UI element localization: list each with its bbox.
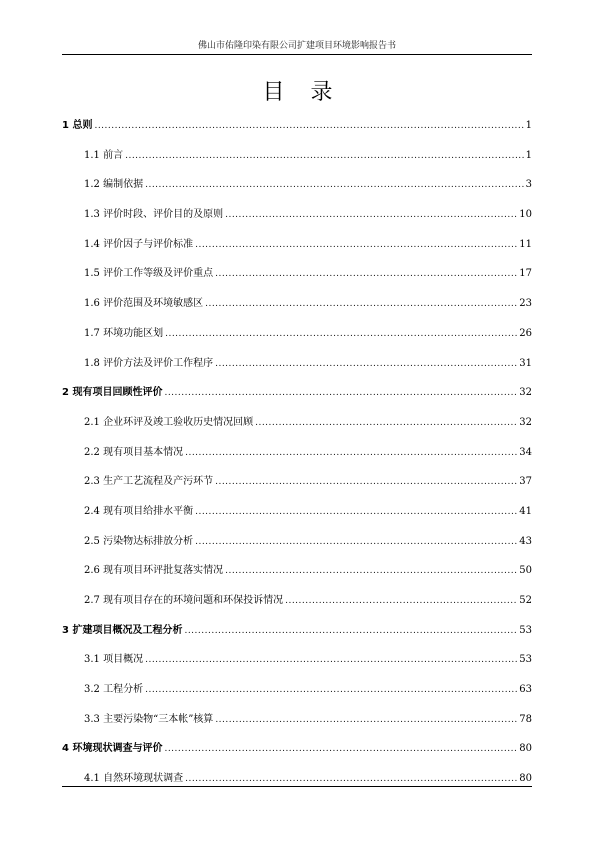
dot-leader — [195, 240, 517, 250]
toc-section-entry[interactable] — [62, 205, 532, 235]
toc-entry-label: 2.4 现有项目给排水平衡 — [84, 505, 194, 517]
toc-section-entry[interactable] — [62, 413, 532, 443]
toc-entry-label: 3 扩建项目概况及工程分析 — [62, 624, 183, 636]
table-of-contents — [62, 116, 532, 799]
toc-entry-page-number: 26 — [519, 327, 532, 339]
toc-section-entry[interactable] — [62, 769, 532, 799]
toc-entry-page-number: 78 — [519, 713, 532, 725]
dot-leader — [94, 121, 523, 131]
toc-section-entry[interactable] — [62, 472, 532, 502]
toc-entry-page-number: 17 — [519, 268, 532, 280]
toc-entry-page-number: 3 — [525, 179, 532, 191]
toc-section-entry[interactable] — [62, 146, 532, 176]
dot-leader — [185, 448, 517, 458]
dot-leader — [225, 210, 517, 220]
toc-section-entry[interactable] — [62, 354, 532, 384]
toc-section-entry[interactable] — [62, 650, 532, 680]
toc-entry-label: 2.7 现有项目存在的环境问题和环保投诉情况 — [84, 595, 284, 606]
toc-section-entry[interactable] — [62, 561, 532, 591]
toc-entry-page-number: 32 — [519, 416, 532, 428]
dot-leader — [205, 299, 517, 309]
footer-rule — [62, 786, 532, 787]
toc-entry-page-number: 43 — [519, 535, 532, 547]
toc-section-entry[interactable] — [62, 532, 532, 562]
toc-entry-label: 2.3 生产工艺流程及产污环节 — [84, 476, 214, 488]
dot-leader — [164, 744, 517, 754]
toc-entry-page-number: 63 — [519, 684, 532, 696]
toc-entry-page-number: 37 — [519, 476, 532, 488]
toc-title: 目录 — [262, 80, 359, 105]
toc-entry-page-number: 11 — [519, 238, 532, 250]
dot-leader — [184, 626, 517, 636]
toc-section-entry[interactable] — [62, 175, 532, 205]
toc-entry-label: 3.3 主要污染物“三本帐”核算 — [84, 713, 214, 725]
toc-section-entry[interactable] — [62, 680, 532, 710]
dot-leader — [215, 359, 517, 369]
toc-entry-page-number: 34 — [519, 446, 532, 458]
toc-entry-label: 2.1 企业环评及竣工验收历史情况回顾 — [84, 416, 254, 428]
dot-leader — [215, 477, 517, 487]
toc-section-entry[interactable] — [62, 591, 532, 621]
toc-entry-label: 2.5 污染物达标排放分析 — [84, 535, 194, 547]
toc-section-entry[interactable] — [62, 443, 532, 473]
dot-leader — [185, 774, 517, 784]
toc-chapter-entry[interactable] — [62, 116, 532, 146]
toc-entry-page-number: 23 — [519, 298, 532, 310]
toc-entry-label: 3.1 项目概况 — [84, 654, 144, 666]
toc-entry-label: 4 环境现状调查与评价 — [62, 743, 163, 755]
toc-entry-page-number: 52 — [519, 595, 532, 606]
dot-leader — [195, 507, 517, 517]
dot-leader — [225, 566, 517, 576]
dot-leader — [165, 329, 517, 339]
toc-entry-label: 1.7 环境功能区划 — [84, 327, 164, 339]
toc-chapter-entry[interactable] — [62, 739, 532, 769]
toc-section-entry[interactable] — [62, 264, 532, 294]
toc-entry-label: 3.2 工程分析 — [84, 684, 144, 696]
dot-leader — [215, 715, 517, 725]
toc-entry-page-number: 32 — [519, 387, 532, 399]
toc-entry-label: 2.6 现有项目环评批复落实情况 — [84, 565, 224, 577]
toc-entry-label: 2 现有项目回顾性评价 — [62, 387, 163, 399]
toc-section-entry[interactable] — [62, 710, 532, 740]
toc-entry-label: 1.8 评价方法及评价工作程序 — [84, 357, 214, 369]
dot-leader — [145, 685, 517, 695]
dot-leader — [215, 269, 517, 279]
toc-entry-page-number: 1 — [525, 120, 532, 131]
toc-entry-page-number: 80 — [519, 773, 532, 785]
dot-leader — [285, 596, 517, 606]
toc-chapter-entry[interactable] — [62, 383, 532, 413]
toc-entry-label: 1 总则 — [62, 120, 93, 131]
dot-leader — [164, 388, 517, 398]
toc-entry-page-number: 53 — [519, 624, 532, 636]
toc-section-entry[interactable] — [62, 235, 532, 265]
toc-entry-label: 2.2 现有项目基本情况 — [84, 446, 184, 458]
toc-entry-page-number: 41 — [519, 505, 532, 517]
toc-section-entry[interactable] — [62, 324, 532, 354]
toc-entry-label: 4.1 自然环境现状调查 — [84, 773, 184, 785]
dot-leader — [195, 537, 517, 547]
toc-entry-page-number: 10 — [519, 209, 532, 221]
running-header: 佛山市佑隆印染有限公司扩建项目环境影响报告书 — [62, 38, 532, 55]
toc-chapter-entry[interactable] — [62, 621, 532, 651]
toc-section-entry[interactable] — [62, 294, 532, 324]
toc-entry-page-number: 31 — [519, 357, 532, 369]
toc-entry-label: 1.2 编制依据 — [84, 179, 144, 191]
toc-entry-label: 1.4 评价因子与评价标准 — [84, 238, 194, 250]
toc-entry-page-number: 53 — [519, 654, 532, 666]
toc-entry-label: 1.6 评价范围及环境敏感区 — [84, 298, 204, 310]
dot-leader — [145, 180, 524, 190]
dot-leader — [145, 655, 517, 665]
toc-entry-label: 1.1 前言 — [84, 149, 124, 161]
dot-leader — [125, 151, 524, 161]
dot-leader — [255, 418, 517, 428]
toc-entry-page-number: 80 — [519, 743, 532, 755]
toc-entry-label: 1.5 评价工作等级及评价重点 — [84, 268, 214, 280]
toc-entry-page-number: 50 — [519, 565, 532, 577]
toc-section-entry[interactable] — [62, 502, 532, 532]
toc-entry-page-number: 1 — [525, 149, 532, 161]
toc-entry-label: 1.3 评价时段、评价目的及原则 — [84, 209, 224, 221]
